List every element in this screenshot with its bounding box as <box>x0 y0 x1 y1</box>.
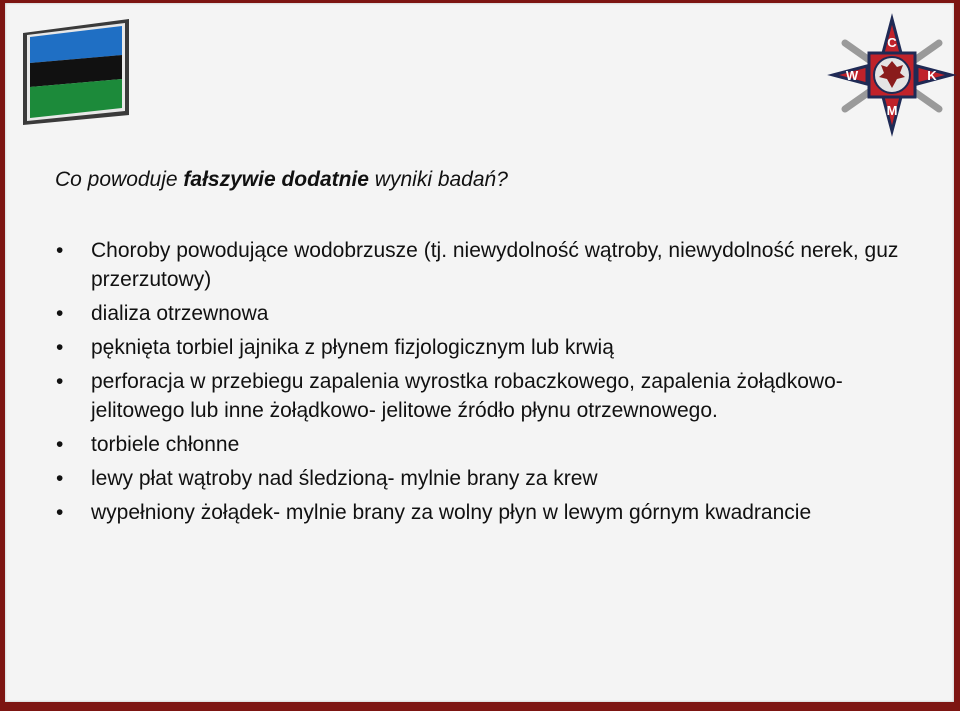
cross-letter-bottom: M <box>886 103 898 118</box>
military-cross-logo <box>827 13 957 137</box>
list-item: • lewy płat wątroby nad śledzioną- mylnie brany za krew <box>56 464 916 493</box>
cross-letter-top: C <box>887 35 897 50</box>
causes-list <box>56 236 916 532</box>
unit-badge-logo <box>19 15 133 129</box>
list-item: • torbiele chłonne <box>56 430 916 459</box>
cross-letter-left: W <box>845 68 859 83</box>
question-prefix: Co powoduje <box>55 168 184 191</box>
question-bold: fałszywie dodatnie <box>183 168 369 191</box>
question-suffix: wyniki badań? <box>368 168 508 191</box>
list-item: • wypełniony żołądek- mylnie brany za wolny płyn w lewym górnym kwadrancie <box>56 498 916 527</box>
slide-question <box>55 168 508 192</box>
cross-letter-right: K <box>927 68 937 83</box>
list-item: • pęknięta torbiel jajnika z płynem fizjologicznym lub krwią <box>56 333 916 362</box>
list-item: • Choroby powodujące wodobrzusze (tj. niewydolność wątroby, niewydolność nerek, guz przerzutowy) <box>56 236 916 294</box>
list-item: • dializa otrzewnowa <box>56 299 916 328</box>
list-item: • perforacja w przebiegu zapalenia wyrostka robaczkowego, zapalenia żołądkowo- jelitowego lub inne żołądkowo- jelitowe źródło płynu otrzewnowego. <box>56 367 916 425</box>
